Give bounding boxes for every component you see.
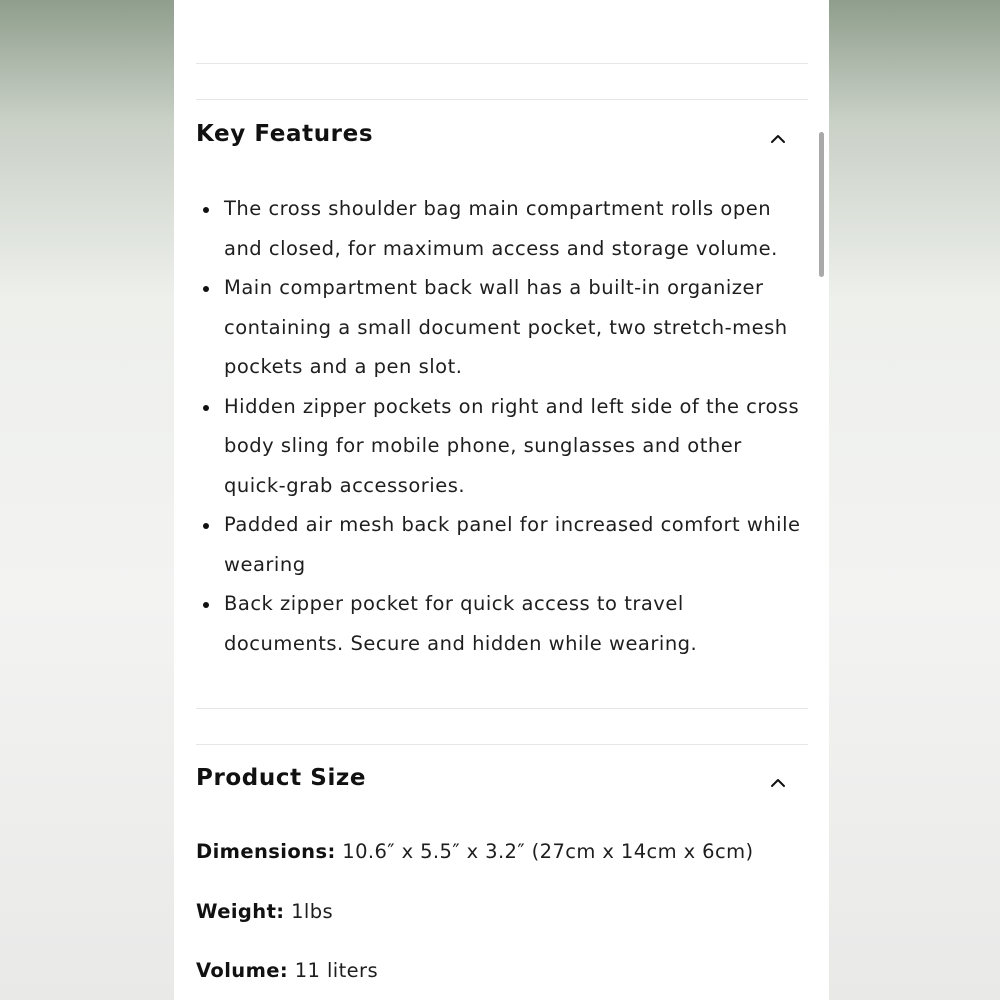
key-features-title[interactable]: Key Features xyxy=(196,121,374,147)
scrollbar[interactable] xyxy=(819,132,824,277)
divider xyxy=(196,744,808,745)
divider xyxy=(196,63,808,64)
bullet xyxy=(203,405,209,411)
weight-value: 1lbs xyxy=(291,900,334,923)
bullet xyxy=(203,523,209,529)
volume-row xyxy=(196,959,378,982)
previous-section-text-cutoff xyxy=(174,0,829,6)
feature-text: Hidden zipper pockets on right and left side of the cross body sling for mobile phone, sunglasses and other quick-grab accessories. xyxy=(224,394,800,497)
feature-text: The cross shoulder bag main compartment rolls open and closed, for maximum access and storage volume. xyxy=(224,197,778,260)
volume-value: 11 liters xyxy=(294,959,379,982)
volume-label: Volume: xyxy=(196,959,289,982)
dimensions-label: Dimensions: xyxy=(196,840,336,863)
chevron-up-icon[interactable] xyxy=(769,774,787,792)
list-item xyxy=(196,505,808,584)
list-item xyxy=(196,268,808,387)
feature-text: Padded air mesh back panel for increased comfort while wearing xyxy=(224,513,801,576)
divider xyxy=(196,99,808,100)
dimensions-row xyxy=(196,840,754,863)
bullet xyxy=(203,286,209,292)
chevron-up-icon[interactable] xyxy=(769,130,787,148)
weight-row xyxy=(196,900,333,923)
bullet xyxy=(203,602,209,608)
weight-label: Weight: xyxy=(196,900,285,923)
product-size-title[interactable]: Product Size xyxy=(196,765,367,791)
list-item xyxy=(196,387,808,506)
background-left xyxy=(0,0,174,1000)
key-features-list xyxy=(196,189,808,663)
feature-text: Main compartment back wall has a built-in organizer containing a small document pocket, two stretch-mesh pockets and a pen slot. xyxy=(224,276,788,378)
list-item xyxy=(196,584,808,663)
bullet xyxy=(203,207,209,213)
feature-text: Back zipper pocket for quick access to travel documents. Secure and hidden while wearing. xyxy=(224,592,698,655)
background-right xyxy=(829,0,1000,1000)
product-details-panel xyxy=(174,0,829,1000)
dimensions-value: 10.6″ x 5.5″ x 3.2″ (27cm x 14cm x 6cm) xyxy=(342,840,754,863)
list-item xyxy=(196,189,808,268)
divider xyxy=(196,708,808,709)
